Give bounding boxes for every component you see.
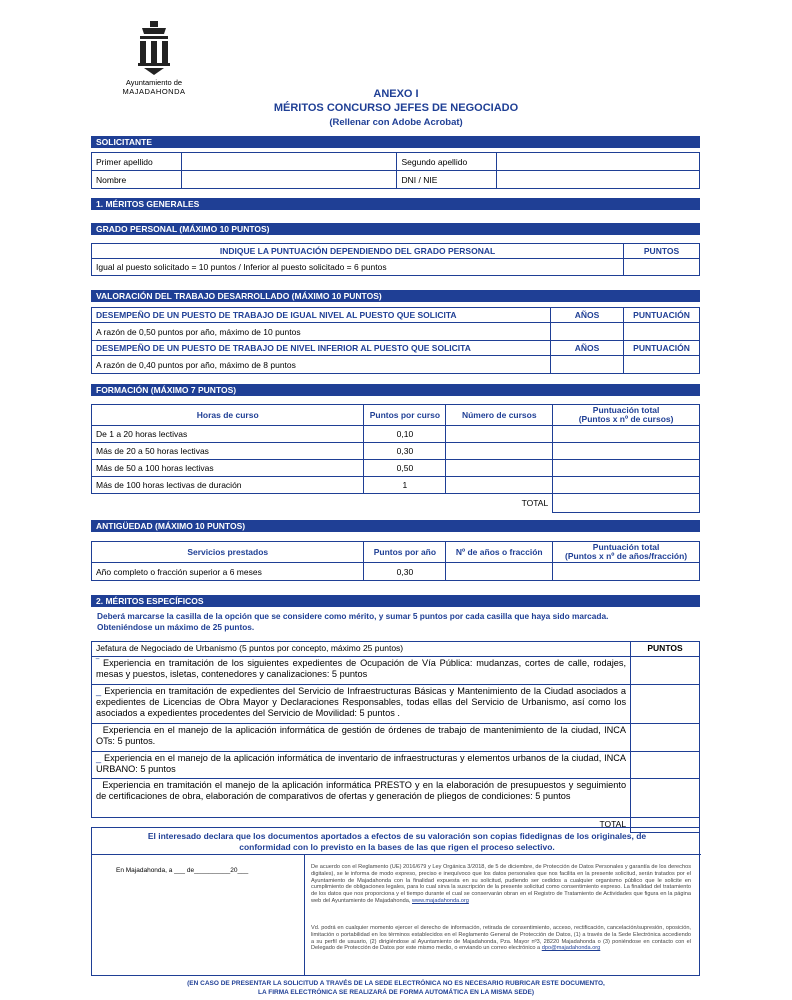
formacion-col2: Puntos por curso bbox=[364, 405, 446, 426]
merit-item-text: Experiencia en tramitación de los siguientes expedientes de Ocupación de Vía Pública: mudanzas, cortes de calle, rodajes, mesas y puestos, isletas, contenedores y canalizaciones: 5 puntos bbox=[96, 658, 627, 679]
formacion-cursos-field[interactable] bbox=[446, 443, 553, 460]
formacion-row-label: Más de 100 horas lectivas de duración bbox=[92, 477, 364, 494]
valoracion-table bbox=[91, 307, 700, 374]
formacion-row-pts: 1 bbox=[364, 477, 446, 494]
formacion-col4b: (Puntos x nº de cursos) bbox=[578, 414, 674, 424]
declaration-box bbox=[91, 827, 700, 976]
formacion-total-field[interactable] bbox=[553, 477, 700, 494]
signature-date: En Majadahonda, a ___ de__________20___ bbox=[116, 867, 249, 874]
merit-item bbox=[92, 657, 631, 685]
formacion-col1: Horas de curso bbox=[92, 405, 364, 426]
legal-divider bbox=[305, 854, 701, 855]
especificos-table bbox=[91, 641, 700, 833]
valoracion-anos-head1: AÑOS bbox=[551, 308, 624, 323]
dni-field[interactable] bbox=[497, 171, 700, 189]
grado-head: INDIQUE LA PUNTUACIÓN DEPENDIENDO DEL GRADO PERSONAL bbox=[92, 244, 624, 259]
antiguedad-col3: Nº de años o fracción bbox=[446, 542, 553, 563]
valoracion-puntuacion-head1: PUNTUACIÓN bbox=[624, 308, 700, 323]
section-especificos: 2. MÉRITOS ESPECÍFICOS bbox=[91, 595, 700, 607]
formacion-total-label: TOTAL bbox=[92, 494, 553, 513]
merit-checkbox[interactable]: _ bbox=[96, 753, 104, 763]
website-link[interactable]: www.majadahonda.org bbox=[411, 897, 469, 904]
valoracion-puntuacion2-field[interactable] bbox=[624, 356, 700, 374]
antiguedad-row: Año completo o fracción superior a 6 meses bbox=[92, 563, 364, 581]
signature-area[interactable] bbox=[92, 854, 305, 976]
dpo-email-link[interactable]: dpo@majadahonda.org bbox=[541, 945, 601, 952]
valoracion-puntuacion1-field[interactable] bbox=[624, 323, 700, 341]
formacion-row-label: De 1 a 20 horas lectivas bbox=[92, 426, 364, 443]
valoracion-anos1-field[interactable] bbox=[551, 323, 624, 341]
coat-of-arms-icon bbox=[134, 20, 174, 76]
valoracion-row2: A razón de 0,40 puntos por año, máximo de 8 puntos bbox=[92, 356, 551, 374]
section-antiguedad: ANTIGÜEDAD (MÁXIMO 10 PUNTOS) bbox=[91, 520, 700, 532]
formacion-col3: Número de cursos bbox=[446, 405, 553, 426]
footer-line2: LA FIRMA ELECTRÓNICA SE REALIZARÁ DE FORMA AUTOMÁTICA EN LA MISMA SEDE) bbox=[258, 989, 534, 996]
merit-item bbox=[92, 752, 631, 779]
legal-paragraph-1 bbox=[311, 864, 691, 905]
merit-item-text: Experiencia en el manejo de la aplicación informática de gestión de órdenes de trabajo de mantenimiento de la ciudad, INCA OTs: 5 puntos. bbox=[96, 725, 627, 746]
formacion-col4 bbox=[553, 405, 700, 426]
merit-item-text: Experiencia en tramitación el manejo de la aplicación informática PRESTO y en la elaboración de presupuestos y seguimiento de certificaciones de obra, elaboración de comparativos de ofertas y generación de pliegos de condiciones: 5 puntos bbox=[96, 780, 627, 801]
formacion-table bbox=[91, 404, 700, 513]
formacion-total-field[interactable] bbox=[553, 426, 700, 443]
antiguedad-col4a: Puntuación total bbox=[592, 542, 660, 552]
merit-puntos-field[interactable] bbox=[631, 779, 700, 818]
merit-puntos-field[interactable] bbox=[631, 657, 700, 685]
antiguedad-col2: Puntos por año bbox=[364, 542, 446, 563]
merit-puntos-field[interactable] bbox=[631, 724, 700, 752]
logo-line2: MAJADAHONDA bbox=[122, 87, 186, 96]
municipal-logo bbox=[118, 20, 190, 96]
merit-item-text: Experiencia en tramitación de expedientes del Servicio de Infraestructuras Básicas y Mantenimiento de la Ciudad asociados a expedientes de Licencias de Obra Mayor y Declaraciones Responsables, todas ellas del Servicio de Urbanismo, así como los asociados a expedientes procedentes del Servicio de Movilidad: 5 puntos . bbox=[96, 686, 627, 718]
section-valoracion: VALORACIÓN DEL TRABAJO DESARROLLADO (MÁXIMO 10 PUNTOS) bbox=[91, 290, 700, 302]
formacion-row-pts: 0,10 bbox=[364, 426, 446, 443]
merit-checkbox[interactable]: _ bbox=[96, 686, 105, 696]
grado-puntos-field[interactable] bbox=[624, 259, 700, 276]
label-dni: DNI / NIE bbox=[397, 171, 497, 189]
valoracion-anos2-field[interactable] bbox=[551, 356, 624, 374]
legal-paragraph-2 bbox=[311, 925, 691, 952]
merit-checkbox[interactable] bbox=[96, 725, 103, 735]
formacion-col4a: Puntuación total bbox=[592, 405, 660, 415]
formacion-row-pts: 0,30 bbox=[364, 443, 446, 460]
declaration-line2: conformidad con lo previsto en la bases de las que rigen el proceso selectivo. bbox=[239, 841, 555, 852]
label-primer-apellido: Primer apellido bbox=[92, 153, 182, 171]
label-segundo-apellido: Segundo apellido bbox=[397, 153, 497, 171]
especificos-note1: Deberá marcarse la casilla de la opción que se considere como mérito, y sumar 5 puntos por cada casilla que haya sido marcada. bbox=[97, 611, 609, 621]
nombre-field[interactable] bbox=[181, 171, 397, 189]
valoracion-puntuacion-head2: PUNTUACIÓN bbox=[624, 341, 700, 356]
formacion-total-sum-field[interactable] bbox=[553, 494, 700, 513]
formacion-cursos-field[interactable] bbox=[446, 426, 553, 443]
formacion-row-label: Más de 50 a 100 horas lectivas bbox=[92, 460, 364, 477]
especificos-note2: Obteniéndose un máximo de 25 puntos. bbox=[97, 622, 255, 632]
especificos-head: Jefatura de Negociado de Urbanismo (5 puntos por concepto, máximo 25 puntos) bbox=[92, 642, 631, 657]
formacion-cursos-field[interactable] bbox=[446, 460, 553, 477]
valoracion-row1: A razón de 0,50 puntos por año, máximo de 10 puntos bbox=[92, 323, 551, 341]
especificos-total-label: TOTAL bbox=[92, 818, 631, 833]
valoracion-head2: DESEMPEÑO DE UN PUESTO DE TRABAJO DE NIVEL INFERIOR AL PUESTO QUE SOLICITA bbox=[92, 341, 551, 356]
antiguedad-pts: 0,30 bbox=[364, 563, 446, 581]
merit-item bbox=[92, 779, 631, 818]
grado-puntos-head: PUNTOS bbox=[624, 244, 700, 259]
legal-p2-text: Vd. podrá en cualquier momento ejercer el derecho de información, retirada de consentimiento, acceso, rectificación, cancelación/supresión, oposición, limitación o portabilidad en los términos establecidos en el Reglamento General de Protección de Datos, (1) a través de la Sede Electrónica accediendo a su perfil de usuario, (2) dirigiéndose al Ayuntamiento de Majadahonda, Pza. Mayor nº3, 28220 Majadahonda o (3) poniéndose en contacto con el Delegado de Protección de Datos por este mismo medio, o enviando un correo electrónico a bbox=[311, 925, 691, 952]
antiguedad-col4 bbox=[553, 542, 700, 563]
formacion-total-field[interactable] bbox=[553, 460, 700, 477]
merit-puntos-field[interactable] bbox=[631, 685, 700, 724]
formacion-row-label: Más de 20 a 50 horas lectivas bbox=[92, 443, 364, 460]
footer-line1: (EN CASO DE PRESENTAR LA SOLICITUD A TRAVÉS DE LA SEDE ELECTRÓNICA NO ES NECESARIO RUBRICAR ESTE DOCUMENTO, bbox=[187, 980, 605, 987]
merit-puntos-field[interactable] bbox=[631, 752, 700, 779]
solicitante-table bbox=[91, 152, 700, 189]
grado-table bbox=[91, 243, 700, 276]
merit-item bbox=[92, 685, 631, 724]
antiguedad-anos-field[interactable] bbox=[446, 563, 553, 581]
valoracion-anos-head2: AÑOS bbox=[551, 341, 624, 356]
formacion-cursos-field[interactable] bbox=[446, 477, 553, 494]
document-title: ANEXO I bbox=[373, 88, 419, 100]
antiguedad-total-field[interactable] bbox=[553, 563, 700, 581]
section-solicitante: SOLICITANTE bbox=[91, 136, 700, 148]
especificos-puntos-head: PUNTOS bbox=[631, 642, 700, 657]
segundo-apellido-field[interactable] bbox=[497, 153, 700, 171]
formacion-total-field[interactable] bbox=[553, 443, 700, 460]
document-subtitle: MÉRITOS CONCURSO JEFES DE NEGOCIADO bbox=[273, 102, 519, 114]
merit-item bbox=[92, 724, 631, 752]
merit-checkbox[interactable]: ‾ bbox=[96, 658, 103, 668]
antiguedad-col4b: (Puntos x nº de años/fracción) bbox=[565, 551, 688, 561]
logo-line1: Ayuntamiento de bbox=[125, 78, 183, 87]
legal-p1-text: De acuerdo con el Reglamento (UE) 2016/679 y Ley Orgánica 3/2018, de 5 de diciembre, de Protección de Datos Personales y garantía de los derechos digitales), se le informa de modo expreso, preciso e inequívoco que los datos personales que nos facilita en la presente solicitud, serán tratados por el Ayuntamiento de Majadahonda con la finalidad expuesta en su solicitud, pudiendo ser cedidos a cualquier organismo público que le solicite en cumplimiento de obligaciones legales, para lo cual sirva la suscripción de la presente solicitud como consentimiento expreso. La finalidad del tratamiento de los datos que nos proporciona y el tiempo durante el cual se conservarán obran en el Registro de Tratamiento de Actividades que figura en la página web del Ayuntamiento de Majadahonda, bbox=[311, 864, 691, 904]
declaration-text bbox=[102, 831, 692, 852]
document-note: (Rellenar con Adobe Acrobat) bbox=[329, 117, 463, 128]
antiguedad-col1: Servicios prestados bbox=[92, 542, 364, 563]
antiguedad-table bbox=[91, 541, 700, 581]
primer-apellido-field[interactable] bbox=[181, 153, 397, 171]
valoracion-head1: DESEMPEÑO DE UN PUESTO DE TRABAJO DE IGUAL NIVEL AL PUESTO QUE SOLICITA bbox=[92, 308, 551, 323]
merit-item-text: Experiencia en el manejo de la aplicación informática de inventario de infraestructuras y elementos urbanos de la ciudad, INCA URBANO: 5 puntos bbox=[96, 753, 627, 774]
label-nombre: Nombre bbox=[92, 171, 182, 189]
section-meritos-generales: 1. MÉRITOS GENERALES bbox=[91, 198, 700, 210]
formacion-row-pts: 0,50 bbox=[364, 460, 446, 477]
declaration-line1: El interesado declara que los documentos aportados a efectos de su valoración son copias fidedignas de los originales, de bbox=[147, 831, 647, 841]
section-formacion: FORMACIÓN (MÁXIMO 7 PUNTOS) bbox=[91, 384, 700, 396]
grado-row: Igual al puesto solicitado = 10 puntos / Inferior al puesto solicitado = 6 puntos bbox=[92, 259, 624, 276]
section-grado: GRADO PERSONAL (MÁXIMO 10 PUNTOS) bbox=[91, 223, 700, 235]
